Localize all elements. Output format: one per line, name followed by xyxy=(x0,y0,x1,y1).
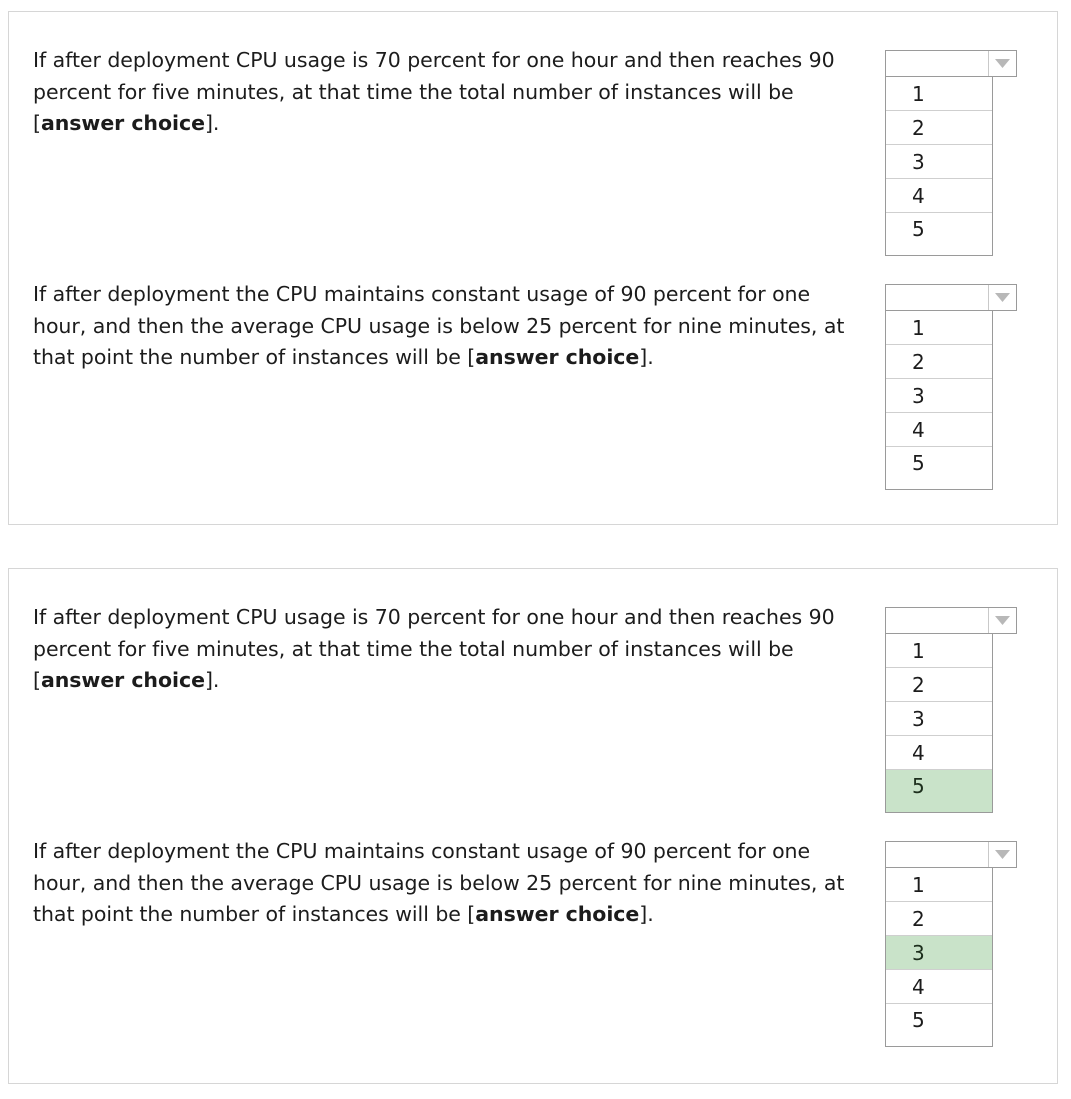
dropdown-option[interactable]: 3 xyxy=(886,702,992,736)
answer-choice-token: answer choice xyxy=(40,111,205,135)
dropdown-select-box[interactable] xyxy=(885,284,1017,311)
chevron-down-icon[interactable] xyxy=(988,608,1016,633)
question-sentence: ]. xyxy=(639,902,654,926)
question-block xyxy=(9,803,1057,1048)
dropdown-option[interactable]: 1 xyxy=(886,634,992,668)
question-sentence: ]. xyxy=(639,345,654,369)
dropdown-option[interactable]: 1 xyxy=(886,868,992,902)
dropdown-option-list xyxy=(885,633,993,813)
dropdown-select-box[interactable] xyxy=(885,841,1017,868)
dropdown-option[interactable]: 3 xyxy=(886,145,992,179)
dropdown-option[interactable]: 3 xyxy=(886,936,992,970)
dropdown-select-box[interactable] xyxy=(885,50,1017,77)
question-text xyxy=(33,279,868,374)
question-sentence: If after deployment CPU usage is 70 percent for one hour and then reaches 90 percent for five minutes, at that time the total number of instances will be [ xyxy=(33,48,835,135)
dropdown-option[interactable]: 4 xyxy=(886,413,992,447)
dropdown-option[interactable]: 5 xyxy=(886,447,992,489)
answer-dropdown[interactable] xyxy=(885,841,1025,1047)
answer-dropdown[interactable] xyxy=(885,50,1025,256)
answer-dropdown[interactable] xyxy=(885,607,1025,813)
question-block xyxy=(9,12,1057,257)
question-sentence: ]. xyxy=(204,668,220,692)
dropdown-option[interactable]: 5 xyxy=(886,213,992,255)
dropdown-option-list xyxy=(885,310,993,490)
question-block xyxy=(9,246,1057,491)
question-card-unanswered xyxy=(8,11,1058,525)
question-sentence: If after deployment CPU usage is 70 percent for one hour and then reaches 90 percent for five minutes, at that time the total number of instances will be [ xyxy=(33,605,835,692)
dropdown-option[interactable]: 2 xyxy=(886,902,992,936)
dropdown-select-box[interactable] xyxy=(885,607,1017,634)
question-block xyxy=(9,569,1057,814)
dropdown-option[interactable]: 4 xyxy=(886,970,992,1004)
dropdown-option-list xyxy=(885,867,993,1047)
answer-dropdown[interactable] xyxy=(885,284,1025,490)
dropdown-option[interactable]: 2 xyxy=(886,345,992,379)
answer-choice-token: answer choice xyxy=(40,668,205,692)
question-sentence: ]. xyxy=(204,111,220,135)
answer-choice-token: answer choice xyxy=(475,902,640,926)
dropdown-option[interactable]: 2 xyxy=(886,668,992,702)
question-text xyxy=(33,836,868,931)
chevron-down-icon[interactable] xyxy=(988,51,1016,76)
chevron-down-icon[interactable] xyxy=(988,842,1016,867)
answer-choice-token: answer choice xyxy=(475,345,640,369)
chevron-down-icon[interactable] xyxy=(988,285,1016,310)
dropdown-option[interactable]: 5 xyxy=(886,1004,992,1046)
question-text xyxy=(33,602,868,697)
dropdown-option[interactable]: 1 xyxy=(886,311,992,345)
dropdown-option[interactable]: 5 xyxy=(886,770,992,812)
question-card-answered xyxy=(8,568,1058,1084)
dropdown-option[interactable]: 4 xyxy=(886,179,992,213)
question-sentence: If after deployment the CPU maintains constant usage of 90 percent for one hour, and then the average CPU usage is below 25 percent for nine minutes, at that point the number of instances will be [ xyxy=(33,282,845,369)
dropdown-option-list xyxy=(885,76,993,256)
dropdown-option[interactable]: 2 xyxy=(886,111,992,145)
dropdown-option[interactable]: 3 xyxy=(886,379,992,413)
dropdown-option[interactable]: 1 xyxy=(886,77,992,111)
dropdown-option[interactable]: 4 xyxy=(886,736,992,770)
question-sentence: If after deployment the CPU maintains constant usage of 90 percent for one hour, and then the average CPU usage is below 25 percent for nine minutes, at that point the number of instances will be [ xyxy=(33,839,845,926)
question-text xyxy=(33,45,868,140)
